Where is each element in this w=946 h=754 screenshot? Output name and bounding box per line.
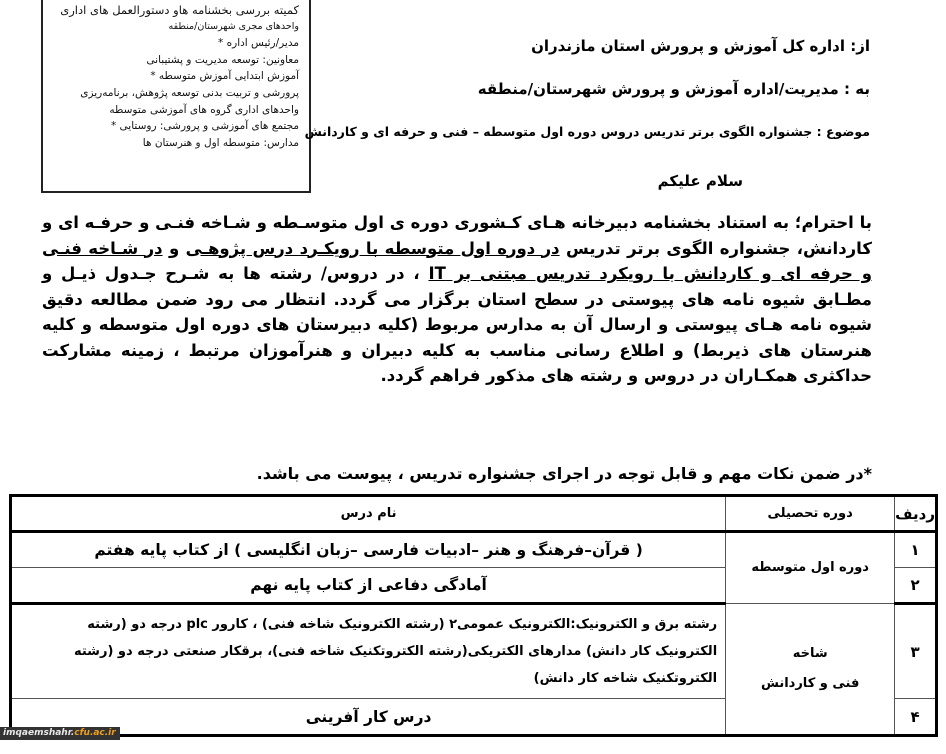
letter-to: به : مدیریت/اداره آموزش و پرورش شهرستان/منطقه [477,80,870,98]
header-course-name: نام درس [11,496,726,532]
distribution-line: مدارس: متوسطه اول و هنرستان ها [142,136,299,149]
body-text: و [162,238,186,258]
body-underlined-text: در شـاخه فنـی و حرفه ای و کاردانش با رویکرد تدریس مبتنی بر IT [42,238,872,283]
row-number: ۴ [895,699,937,736]
distribution-line: واحدهای اداری گروه های آموزشی متوسطه [109,103,299,116]
period-cell: دوره اول متوسطه [726,532,895,604]
distribution-line: پرورشی و تربیت بدنی توسعه پژوهش، برنامه‌ریزی [80,86,299,99]
period-cell [726,604,895,736]
period-line: شاخه [792,646,828,661]
distribution-line: کمیته بررسی بخشنامه هاو دستورالعمل های اداری [60,3,299,17]
distribution-line: واحدهای مجری شهرستان/منطقه [168,20,299,32]
course-name: درس کار آفرینی [11,699,726,736]
body-paragraph [42,210,872,389]
table-row [11,604,937,699]
watermark-domain: cfu.ac.ir [74,728,116,738]
period-line: فنی و کاردانش [760,676,860,691]
course-name: آمادگی دفاعی از کتاب پایه نهم [11,568,726,604]
letter-note: *در ضمن نکات مهم و قابل توجه در اجرای جشنواره تدریس ، پیوست می باشد. [256,464,872,483]
body-text: ، در دروس/ رشته ها به شـرح جـدول ذیـل و مطـابق شیوه نامه های پیوستی در سطح استان برگزار می گردد. انتظار می رود ضمن مطالعه دقیق شیوه نامه هـای پیوستی و ارسال آن به مدارس مربوط (کلیه دبیرستان های دوره اول متوسطه و کلیه هنرستان های ذیربط) و اطلاع رسانی مناسب به کلیه دبیران و هنرآموزان مرتبط ، زمینه مشارکت حداکثری همکـاران در دروس و رشته های مذکور فراهم گردد. [42,264,872,385]
course-name: ( قرآن–فرهنگ و هنر –ادبیات فارسی –زبان انگلیسی ) از کتاب پایه هفتم [11,532,726,568]
row-number: ۳ [895,604,937,699]
distribution-line: مدیر/رئیس اداره * [218,37,299,50]
letter-from: از: اداره کل آموزش و پرورش استان مازندران [531,37,870,55]
watermark-prefix: imqaemshahr. [3,728,75,738]
header-row-number: ردیف [895,496,937,532]
body-text: با احترام؛ به استناد بخشنامه دبیرخانه هـای کـشوری دوره ی اول متوسـطه و شـاخه فنـی و حرفـه ای و کاردانش، جشنواره الگوی برتر تدریس [42,213,872,258]
distribution-line: مجتمع های آموزشی و پرورشی: روستایی * [110,120,299,133]
distribution-line: معاونین: توسعه مدیریت و پشتیبانی [146,53,299,66]
row-number: ۱ [895,532,937,568]
header-period: دوره تحصیلی [726,496,895,532]
table-header-row [11,496,937,532]
letter-subject: موضوع : جشنواره الگوی برتر تدریس دروس دوره اول متوسطه – فنی و حرفه ای و کاردانش [304,124,870,139]
letter-greeting: سلام علیکم [657,172,743,190]
body-underlined-text: در دوره اول متوسطه با رویکـرد درس پژوهـی [185,238,560,258]
row-number: ۲ [895,568,937,604]
distribution-list-box [41,0,311,193]
letter-body [42,210,872,389]
course-name: رشته برق و الکترونیک:الکترونیک عمومی۲ (رشته الکترونیک شاخه فنی) ، کارور plc درجه دو (رشته الکترونیک کار دانش) مدارهای الکتریکی(رشته الکتروتکنیک شاخه فنی)، برقکار صنعتی درجه دو (رشته الکتروتکنیک شاخه کار دانش) [11,604,726,699]
site-watermark [0,727,120,740]
distribution-line: آموزش ابتدایی آموزش متوسطه * [150,70,299,83]
table-row [11,532,937,568]
courses-table [9,494,938,737]
